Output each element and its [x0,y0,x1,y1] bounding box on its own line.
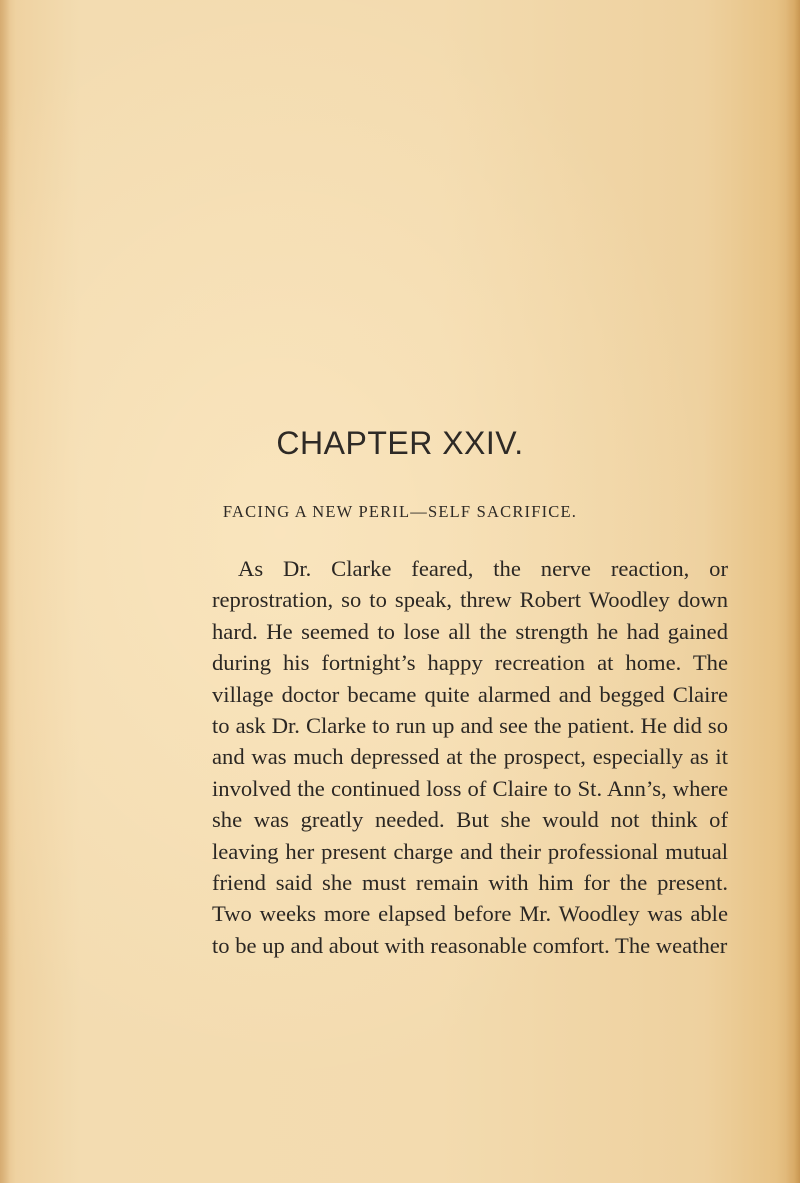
body-paragraph: As Dr. Clarke feared, the nerve reaction, or reprostration, so to speak, threw Robert Woodley down hard. He seemed to lose all the strength he had gained during his fortnight’s happy recreation at home. The village doctor became quite alarmed and begged Claire to ask Dr. Clarke to run up and see the patient. He did so and was much depressed at the prospect, especially as it involved the continued loss of Claire to St. Ann’s, where she was greatly needed. But she would not think of leaving her present charge and their professional mutual friend said she must remain with him for the present. Two weeks more elapsed before Mr. Woodley was able to be up and about with reasonable comfort. The weather [212,556,728,958]
page-gutter-shadow [0,0,10,1183]
chapter-subtitle: FACING A NEW PERIL—SELF SACRIFICE. [222,502,578,521]
page-edge-shadow [786,0,800,1183]
chapter-title: CHAPTER XXIV. [276,425,524,461]
